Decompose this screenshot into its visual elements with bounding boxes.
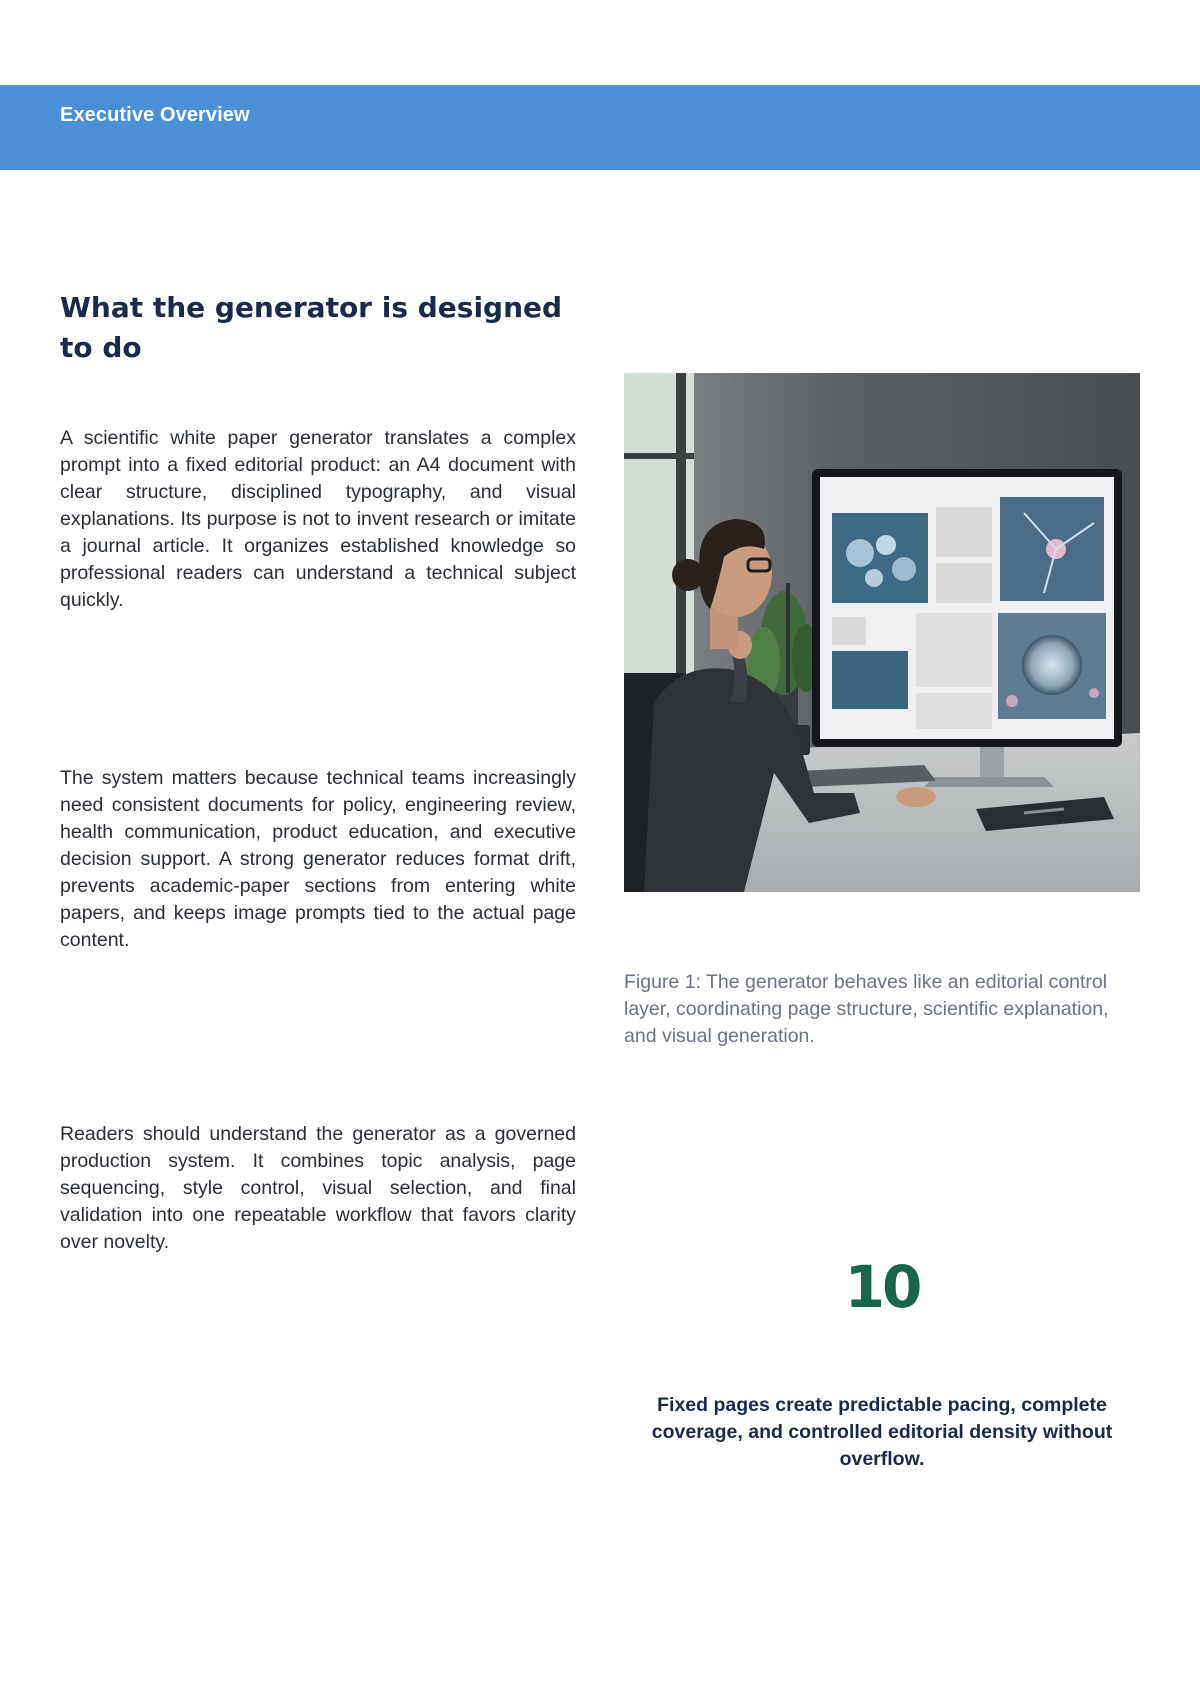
stat-label: Fixed pages create predictable pacing, complete coverage, and controlled editorial density without overflow. bbox=[651, 1394, 1113, 1470]
woman-at-monitor-illustration bbox=[624, 373, 1140, 892]
body-paragraph-3: Readers should understand the generator as a governed production system. It combines topic analysis, page sequencing, style control, visual selection, and final validation into one repeatable workflow that favors clarity over novelty. bbox=[60, 1123, 576, 1253]
stat-number: 10 bbox=[844, 1253, 920, 1321]
section-label: Executive Overview bbox=[60, 104, 250, 126]
body-paragraph-2: The system matters because technical teams increasingly need consistent documents for policy, engineering review, health communication, product education, and executive decision support. A strong generator reduces format drift, prevents academic-paper sections from entering white papers, and keeps image prompts tied to the actual page content. bbox=[60, 767, 576, 951]
figure-caption: Figure 1: The generator behaves like an editorial control layer, coordinating page structure, scientific explanation, and visual generation. bbox=[624, 971, 1109, 1047]
header-band bbox=[0, 85, 1200, 170]
page-heading: What the generator is designed to do bbox=[60, 291, 563, 364]
body-paragraph-1: A scientific white paper generator translates a complex prompt into a fixed editorial product: an A4 document with clear structure, disciplined typography, and visual explanations. Its purpose is not to invent research or imitate a journal article. It organizes established knowledge so professional readers can understand a technical subject quickly. bbox=[60, 427, 576, 611]
figure-image bbox=[624, 373, 1140, 892]
